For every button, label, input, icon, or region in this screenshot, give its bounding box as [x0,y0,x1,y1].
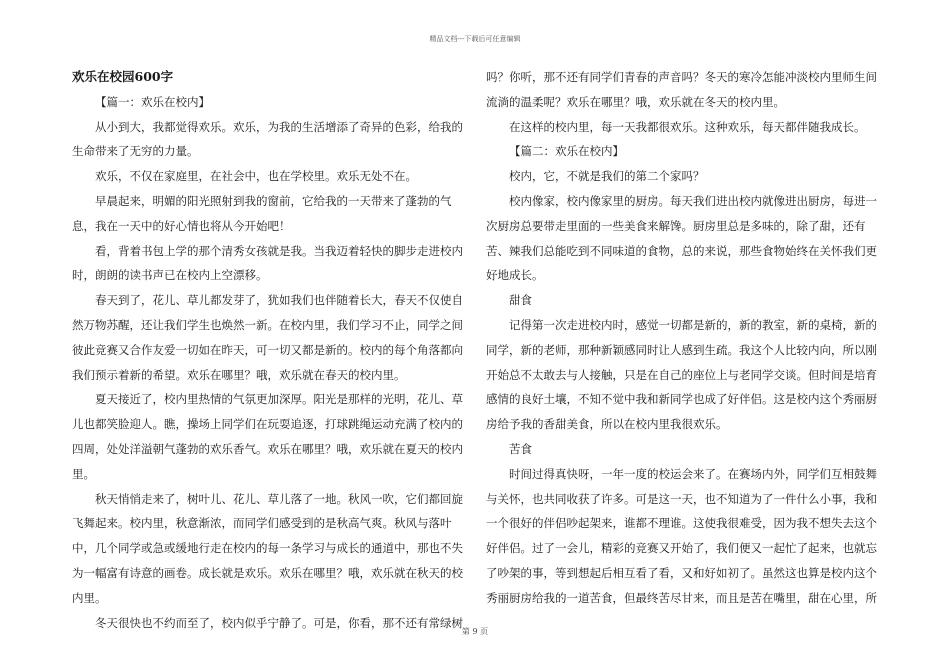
paragraph: 在这样的校内里，每一天我都很欢乐。这种欢乐，每天都伴随我成长。 [509,119,866,134]
paragraph: 记得第一次走进校内时，感觉一切都是新的，新的教室，新的桌椅，新的同学，新的老师，那种新颖感同时让人感到生疏。我这个人比较内向，所以刚开始总不太敢去与人接触，只是在自己的座位上与老同学交谈。但时间是培育感情的良好土壤，不知不觉中我和新同学也成了好伴侣。这是校内这个秀丽厨房给予我的香甜美食，所以在校内里我很欢乐。 [486,317,877,432]
paragraph: 【篇二：欢乐在校内】 [509,144,624,159]
section-heading: 苦食 [509,441,532,456]
paragraph: 看，背着书包上学的那个清秀女孩就是我。当我迈着轻快的脚步走进校内时，朗朗的读书声已在校内上空漂移。 [72,243,463,283]
page-number: 第 9 页 [461,627,489,636]
paragraph: 吗？你听，那不还有同学们青春的声音吗？冬天的寒冷怎能冲淡校内里师生间流淌的温柔呢？欢乐在哪里？哦，欢乐就在冬天的校内里。 [486,70,877,109]
left-column [72,65,464,635]
paragraph: 欢乐，不仅在家庭里，在社会中，也在学校里。欢乐无处不在。 [95,169,417,184]
section-heading: 甜食 [509,293,532,308]
paragraph: 从小到大，我都觉得欢乐。欢乐，为我的生活增添了奇异的色彩，给我的生命带来了无穷的力量。 [72,119,463,159]
paragraph: 秋天悄悄走来了，树叶儿、花儿、草儿落了一地。秋风一吹，它们都回旋飞舞起来。校内里，秋意渐浓，而同学们感受到的是秋高气爽。秋风与落叶中，几个同学或急或缓地行走在校内的每一条学习与成长的通道中，那也不失为一幅富有诗意的画卷。成长就是欢乐。欢乐在哪里？哦，欢乐就在秋天的校内里。 [72,491,463,605]
paragraph: 时间过得真快呀，一年一度的校运会来了。在赛场内外，同学们互相鼓舞与关怀，也共同收获了许多。可是这一天，也不知道为了一件什么小事，我和一个很好的伴侣吵起架来，谁都不理谁。这使我很难受，因为我不想失去这个好伴侣。过了一会儿，精彩的竞赛又开始了，我们便又一起忙了起来，也就忘了吵架的事，等到想起后相互看了看，又和好如初了。虽然这也算是校内这个秀丽厨房给我的一道苦食，但最终苦尽甘来，而且是苦在嘴里，甜在心里，所 [486,466,877,605]
right-column [486,65,878,611]
paragraph: 校内像家，校内像家里的厨房。每天我们进出校内就像进出厨房，每进一次厨房总要带走里面的一些美食来解馋。厨房里总是多味的，除了甜，还有苦、辣我们总能吃到不同味道的食物，总的来说，那些食物始终在关怀我们更好地成长。 [486,193,877,283]
paragraph: 校内，它，不就是我们的第二个家吗？ [509,169,705,184]
paragraph: 春天到了，花儿、草儿都发芽了，犹如我们也伴随着长大，春天不仅使自然万物苏醒，还让我们学生也焕然一新。在校内里，我们学习不止，同学之间彼此竞赛又合作友爱一切如在昨天，可一切又都是新的。校内的每个角落都向我们预示着新的希望。欢乐在哪里？哦，欢乐就在春天的校内里。 [72,293,463,382]
article-title: 欢乐在校园600字 [72,69,174,84]
paragraph: 早晨起来，明媚的阳光照射到我的窗前，它给我的一天带来了蓬勃的气息，我在一天中的好心情也将从今开始吧！ [72,193,452,233]
paragraph: 夏天接近了，校内里热情的气氛更加深厚。阳光是那样的光明，花儿、草儿也都笑脸迎人。瞧，操场上同学们在玩耍追逐，打球跳绳运动充满了校内的四周，处处洋溢朝气蓬勃的欢乐香气。欢乐在哪里？哦，欢乐就在夏天的校内里。 [72,392,463,481]
header-note: 精品文档---下载后可任意编辑 [429,35,521,43]
paragraph: 冬天很快也不约而至了，校内似乎宁静了。可是，你看，那不还有常绿树 [95,615,463,630]
paragraph: 【篇一：欢乐在校内】 [95,94,210,109]
